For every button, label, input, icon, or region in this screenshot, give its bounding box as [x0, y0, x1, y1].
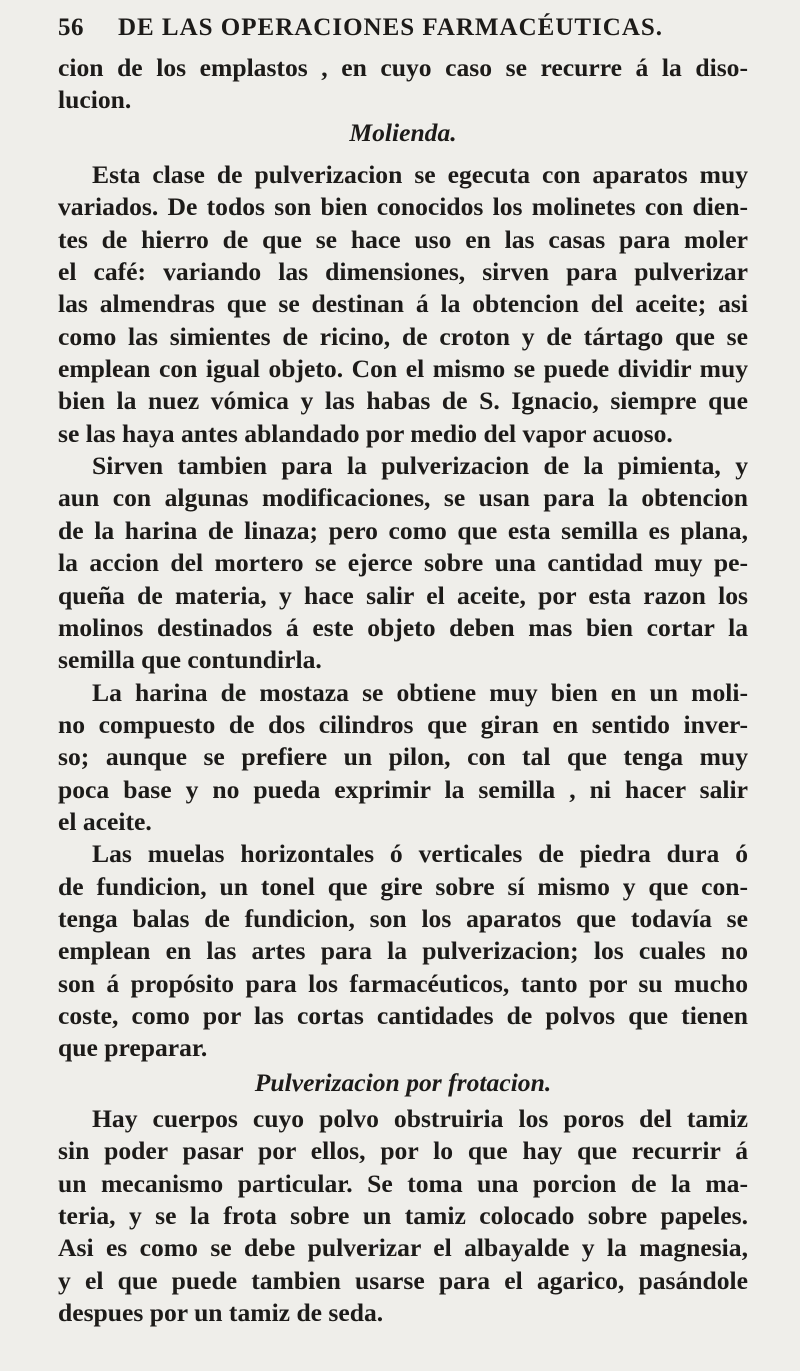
text-line: semilla que contundirla. — [58, 645, 322, 675]
text-line: se las haya antes ablandado por medio del vapor acuoso. — [58, 418, 673, 448]
text-line: Asi es como se debe pulverizar el albayalde y la magnesia, — [58, 1233, 748, 1263]
text-line: son á propósito para los farmacéuticos, tanto por su mucho — [58, 968, 748, 998]
text-line: que preparar. — [58, 1033, 208, 1063]
text-line: emplean con igual objeto. Con el mismo se puede dividir muy — [58, 354, 748, 384]
text-line: coste, como por las cortas cantidades de polvos que tienen — [58, 1000, 748, 1030]
text-line: bien la nuez vómica y las habas de S. Ignacio, siempre que — [58, 386, 748, 416]
text-line: queña de materia, y hace salir el aceite, por esta razon los — [58, 580, 748, 610]
text-line: molinos destinados á este objeto deben mas bien cortar la — [58, 612, 748, 642]
section-heading-frotacion: Pulverizacion por frotacion. — [254, 1067, 552, 1097]
section-molienda — [58, 159, 748, 1065]
text-line: poca base y no pueda exprimir la semilla , ni hacer salir — [58, 774, 748, 804]
text-line: el café: variando las dimensiones, sirven para pulverizar — [58, 257, 748, 287]
text-line: y el que puede tambien usarse para el agarico, pasándole — [58, 1265, 748, 1295]
text-line: sin poder pasar por ellos, por lo que hay que recurrir á — [58, 1136, 748, 1166]
text-line: Hay cuerpos cuyo polvo obstruiria los poros del tamiz — [92, 1104, 748, 1133]
text-line: tes de hierro de que se hace uso en las casas para moler — [58, 224, 748, 254]
text-line: teria, y se la frota sobre un tamiz colocado sobre papeles. — [58, 1201, 748, 1231]
text-line: un mecanismo particular. Se toma una porcion de la ma- — [58, 1168, 748, 1198]
text-line: Sirven tambien para la pulverizacion de la pimienta, y — [92, 451, 748, 481]
text-line: La harina de mostaza se obtiene muy bien en un moli- — [92, 677, 748, 707]
text-line: variados. De todos son bien conocidos los molinetes con dien- — [58, 192, 748, 222]
text-line: lucion. — [58, 85, 132, 115]
section-heading-molienda: Molienda. — [349, 117, 457, 147]
text-line: tenga balas de fundicion, son los aparatos que todavía se — [58, 903, 748, 933]
text-line: el aceite. — [58, 806, 152, 836]
body-text — [58, 52, 748, 1329]
page-header — [58, 14, 665, 54]
running-title: DE LAS OPERACIONES FARMACÉUTICAS. — [117, 14, 664, 41]
text-line: cion de los emplastos , en cuyo caso se recurre á la diso- — [58, 53, 748, 82]
section-frotacion — [58, 1103, 748, 1329]
text-line: Esta clase de pulverizacion se egecuta con aparatos muy — [92, 160, 748, 190]
text-line: como las simientes de ricino, de croton y de tártago que se — [58, 321, 748, 351]
text-line: so; aunque se prefiere un pilon, con tal que tenga muy — [58, 742, 748, 772]
text-line: emplean en las artes para la pulverizacion; los cuales no — [58, 936, 748, 966]
text-line: las almendras que se destinan á la obtencion del aceite; asi — [58, 289, 748, 319]
text-line: no compuesto de dos cilindros que giran en sentido inver- — [58, 709, 748, 739]
text-line: de la harina de linaza; pero como que esta semilla es plana, — [58, 515, 748, 545]
text-line: Las muelas horizontales ó verticales de piedra dura ó — [92, 839, 748, 869]
text-line: aun con algunas modificaciones, se usan para la obtencion — [58, 483, 748, 513]
page-number: 56 — [58, 14, 84, 41]
text-line: de fundicion, un tonel que gire sobre sí mismo y que con- — [58, 871, 748, 901]
text-line: despues por un tamiz de seda. — [58, 1298, 384, 1328]
text-line: la accion del mortero se ejerce sobre una cantidad muy pe- — [58, 548, 748, 578]
intro-paragraph — [58, 52, 748, 117]
